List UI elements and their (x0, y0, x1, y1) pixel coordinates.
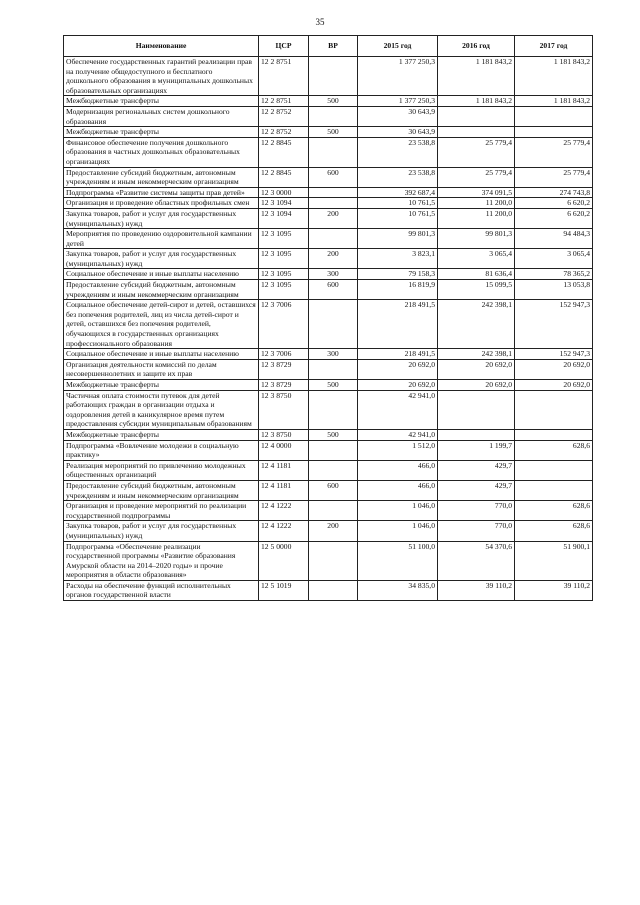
cell-vr: 500 (309, 380, 358, 391)
cell-2016: 429,7 (438, 460, 515, 480)
cell-2016: 20 692,0 (438, 380, 515, 391)
cell-csr: 12 2 8751 (259, 96, 309, 107)
cell-csr: 12 3 1095 (259, 229, 309, 249)
cell-2015: 79 158,3 (358, 269, 438, 280)
cell-name: Организация и проведение областных профильных смен (64, 198, 259, 209)
cell-2017: 20 692,0 (515, 359, 593, 379)
cell-name: Предоставление субсидий бюджетным, автономным учреждениям и иным некоммерческим организациям (64, 480, 259, 500)
header-2016: 2016 год (438, 36, 515, 57)
cell-name: Частичная оплата стоимости путевок для детей работающих граждан в организации отдыха и оздоровления детей в каникулярное время путем предоставления субсидии муниципальным образованиям (64, 390, 259, 429)
cell-csr: 12 2 8845 (259, 167, 309, 187)
cell-2016: 1 181 843,2 (438, 96, 515, 107)
cell-csr: 12 3 1094 (259, 198, 309, 209)
cell-2015: 10 761,5 (358, 198, 438, 209)
cell-2015: 30 643,9 (358, 127, 438, 138)
cell-vr (309, 300, 358, 349)
cell-2017: 94 484,3 (515, 229, 593, 249)
cell-2016: 15 099,5 (438, 280, 515, 300)
cell-name: Финансовое обеспечение получения дошкольного образования в частных дошкольных образовательных организациях (64, 137, 259, 167)
cell-2016: 99 801,3 (438, 229, 515, 249)
cell-2015: 42 941,0 (358, 390, 438, 429)
cell-2017: 628,6 (515, 440, 593, 460)
table-row (64, 480, 593, 500)
cell-2016: 1 199,7 (438, 440, 515, 460)
cell-vr: 200 (309, 521, 358, 541)
cell-2015: 30 643,9 (358, 106, 438, 126)
cell-name: Закупка товаров, работ и услуг для государственных (муниципальных) нужд (64, 249, 259, 269)
cell-2017 (515, 106, 593, 126)
table-row (64, 541, 593, 580)
cell-csr: 12 5 1019 (259, 580, 309, 600)
cell-2016: 11 200,0 (438, 198, 515, 209)
cell-2017: 152 947,3 (515, 300, 593, 349)
cell-2016: 81 636,4 (438, 269, 515, 280)
header-csr: ЦСР (259, 36, 309, 57)
cell-2015: 20 692,0 (358, 380, 438, 391)
cell-csr: 12 4 1222 (259, 501, 309, 521)
cell-2015: 1 512,0 (358, 440, 438, 460)
cell-2017 (515, 127, 593, 138)
cell-2017: 51 900,1 (515, 541, 593, 580)
cell-name: Социальное обеспечение и иные выплаты населению (64, 269, 259, 280)
table-row (64, 249, 593, 269)
cell-csr: 12 3 0000 (259, 187, 309, 198)
cell-2016: 242 398,1 (438, 300, 515, 349)
table-header-row (64, 36, 593, 57)
cell-name: Закупка товаров, работ и услуг для государственных (муниципальных) нужд (64, 208, 259, 228)
cell-2015: 218 491,5 (358, 300, 438, 349)
cell-2017: 6 620,2 (515, 208, 593, 228)
cell-csr: 12 2 8752 (259, 127, 309, 138)
cell-2017: 78 365,2 (515, 269, 593, 280)
cell-csr: 12 4 1181 (259, 460, 309, 480)
cell-2017: 152 947,3 (515, 349, 593, 360)
cell-2016: 1 181 843,2 (438, 57, 515, 96)
cell-2017: 39 110,2 (515, 580, 593, 600)
cell-name: Межбюджетные трансферты (64, 127, 259, 138)
cell-csr: 12 3 1095 (259, 269, 309, 280)
cell-2017 (515, 429, 593, 440)
cell-vr: 200 (309, 208, 358, 228)
cell-2017: 1 181 843,2 (515, 96, 593, 107)
cell-vr (309, 460, 358, 480)
cell-2017 (515, 390, 593, 429)
cell-vr (309, 137, 358, 167)
cell-2015: 218 491,5 (358, 349, 438, 360)
table-row (64, 359, 593, 379)
cell-vr (309, 580, 358, 600)
cell-2016: 374 091,5 (438, 187, 515, 198)
cell-2015: 20 692,0 (358, 359, 438, 379)
cell-vr: 500 (309, 127, 358, 138)
cell-2015: 34 835,0 (358, 580, 438, 600)
cell-2016: 429,7 (438, 480, 515, 500)
cell-2017: 20 692,0 (515, 380, 593, 391)
cell-2016 (438, 106, 515, 126)
cell-2017: 1 181 843,2 (515, 57, 593, 96)
page-number: 35 (315, 17, 325, 27)
cell-csr: 12 3 8750 (259, 390, 309, 429)
table-row (64, 501, 593, 521)
cell-2015: 466,0 (358, 480, 438, 500)
cell-2015: 3 823,1 (358, 249, 438, 269)
cell-vr (309, 198, 358, 209)
cell-2015: 1 377 250,3 (358, 96, 438, 107)
cell-csr: 12 3 1094 (259, 208, 309, 228)
cell-2015: 16 819,9 (358, 280, 438, 300)
cell-2016: 770,0 (438, 521, 515, 541)
table-row (64, 269, 593, 280)
cell-2015: 42 941,0 (358, 429, 438, 440)
cell-2016: 54 370,6 (438, 541, 515, 580)
cell-name: Организация деятельности комиссий по делам несовершеннолетних и защите их прав (64, 359, 259, 379)
table-row (64, 390, 593, 429)
table-row (64, 208, 593, 228)
cell-vr: 500 (309, 96, 358, 107)
header-2017: 2017 год (515, 36, 593, 57)
header-vr: ВР (309, 36, 358, 57)
table-row (64, 349, 593, 360)
cell-2015: 99 801,3 (358, 229, 438, 249)
cell-name: Социальное обеспечение и иные выплаты населению (64, 349, 259, 360)
budget-table (63, 35, 593, 601)
cell-csr: 12 3 1095 (259, 280, 309, 300)
cell-2017: 6 620,2 (515, 198, 593, 209)
cell-vr (309, 501, 358, 521)
cell-vr (309, 359, 358, 379)
cell-2015: 392 687,4 (358, 187, 438, 198)
cell-2016: 25 779,4 (438, 167, 515, 187)
cell-name: Межбюджетные трансферты (64, 96, 259, 107)
cell-2015: 23 538,8 (358, 137, 438, 167)
cell-2015: 10 761,5 (358, 208, 438, 228)
cell-2015: 51 100,0 (358, 541, 438, 580)
table-row (64, 127, 593, 138)
table-row (64, 460, 593, 480)
cell-csr: 12 4 1222 (259, 521, 309, 541)
cell-2017 (515, 480, 593, 500)
cell-vr: 200 (309, 249, 358, 269)
cell-2017: 3 065,4 (515, 249, 593, 269)
cell-2015: 1 046,0 (358, 501, 438, 521)
cell-2016: 3 065,4 (438, 249, 515, 269)
cell-name: Модернизация региональных систем дошкольного образования (64, 106, 259, 126)
cell-2016: 11 200,0 (438, 208, 515, 228)
cell-2016 (438, 390, 515, 429)
cell-vr (309, 187, 358, 198)
cell-2017 (515, 460, 593, 480)
cell-csr: 12 2 8845 (259, 137, 309, 167)
cell-csr: 12 4 0000 (259, 440, 309, 460)
table-body (64, 57, 593, 601)
cell-2017: 13 053,8 (515, 280, 593, 300)
cell-name: Расходы на обеспечение функций исполнительных органов государственной власти (64, 580, 259, 600)
table-row (64, 580, 593, 600)
cell-name: Мероприятия по проведению оздоровительной кампании детей (64, 229, 259, 249)
cell-name: Предоставление субсидий бюджетным, автономным учреждениям и иным некоммерческим организациям (64, 167, 259, 187)
cell-name: Реализация мероприятий по привлечению молодежных общественных организаций (64, 460, 259, 480)
cell-2015: 23 538,8 (358, 167, 438, 187)
cell-name: Межбюджетные трансферты (64, 380, 259, 391)
table-row (64, 440, 593, 460)
cell-2015: 1 046,0 (358, 521, 438, 541)
table-row (64, 380, 593, 391)
table-row (64, 137, 593, 167)
table-row (64, 429, 593, 440)
table-row (64, 229, 593, 249)
cell-name: Социальное обеспечение детей-сирот и детей, оставшихся без попечения родителей, лиц из числа детей-сирот и детей, оставшихся без попечения родителей, обучающихся в государственных организациях профессионального образования (64, 300, 259, 349)
header-2015: 2015 год (358, 36, 438, 57)
cell-csr: 12 4 1181 (259, 480, 309, 500)
cell-name: Подпрограмма «Вовлечение молодежи в социальную практику» (64, 440, 259, 460)
cell-vr (309, 229, 358, 249)
cell-name: Подпрограмма «Развитие системы защиты прав детей» (64, 187, 259, 198)
table-row (64, 521, 593, 541)
cell-name: Межбюджетные трансферты (64, 429, 259, 440)
cell-2017: 274 743,8 (515, 187, 593, 198)
cell-name: Организация и проведение мероприятий по реализации государственной подпрограммы (64, 501, 259, 521)
cell-csr: 12 2 8752 (259, 106, 309, 126)
cell-name: Закупка товаров, работ и услуг для государственных (муниципальных) нужд (64, 521, 259, 541)
header-name: Наименование (64, 36, 259, 57)
cell-csr: 12 5 0000 (259, 541, 309, 580)
table-row (64, 57, 593, 96)
cell-vr: 500 (309, 429, 358, 440)
cell-2016: 242 398,1 (438, 349, 515, 360)
table-row (64, 198, 593, 209)
cell-csr: 12 3 1095 (259, 249, 309, 269)
table-row (64, 300, 593, 349)
table-row (64, 187, 593, 198)
cell-vr: 600 (309, 280, 358, 300)
cell-csr: 12 3 7006 (259, 300, 309, 349)
table-row (64, 167, 593, 187)
cell-csr: 12 2 8751 (259, 57, 309, 96)
cell-vr: 300 (309, 349, 358, 360)
cell-csr: 12 3 8750 (259, 429, 309, 440)
cell-vr (309, 390, 358, 429)
cell-name: Предоставление субсидий бюджетным, автономным учреждениям и иным некоммерческим организациям (64, 280, 259, 300)
cell-2016: 25 779,4 (438, 137, 515, 167)
cell-name: Обеспечение государственных гарантий реализации прав на получение общедоступного и бесплатного дошкольного образования в муниципальных дошкольных образовательных организациях (64, 57, 259, 96)
cell-2016: 39 110,2 (438, 580, 515, 600)
cell-vr (309, 440, 358, 460)
cell-2015: 1 377 250,3 (358, 57, 438, 96)
cell-2017: 25 779,4 (515, 137, 593, 167)
cell-vr: 300 (309, 269, 358, 280)
cell-vr: 600 (309, 167, 358, 187)
cell-vr: 600 (309, 480, 358, 500)
cell-vr (309, 57, 358, 96)
cell-csr: 12 3 8729 (259, 359, 309, 379)
cell-2015: 466,0 (358, 460, 438, 480)
cell-name: Подпрограмма «Обеспечение реализации государственной программы «Развитие образования Амурской области на 2014–2020 годы» и прочие мероприятия в области образования» (64, 541, 259, 580)
cell-2016 (438, 429, 515, 440)
cell-csr: 12 3 8729 (259, 380, 309, 391)
cell-2016: 20 692,0 (438, 359, 515, 379)
table-row (64, 280, 593, 300)
cell-2017: 628,6 (515, 521, 593, 541)
cell-vr (309, 541, 358, 580)
table-row (64, 96, 593, 107)
cell-2017: 628,6 (515, 501, 593, 521)
cell-vr (309, 106, 358, 126)
cell-2016: 770,0 (438, 501, 515, 521)
cell-2017: 25 779,4 (515, 167, 593, 187)
table-row (64, 106, 593, 126)
cell-csr: 12 3 7006 (259, 349, 309, 360)
cell-2016 (438, 127, 515, 138)
